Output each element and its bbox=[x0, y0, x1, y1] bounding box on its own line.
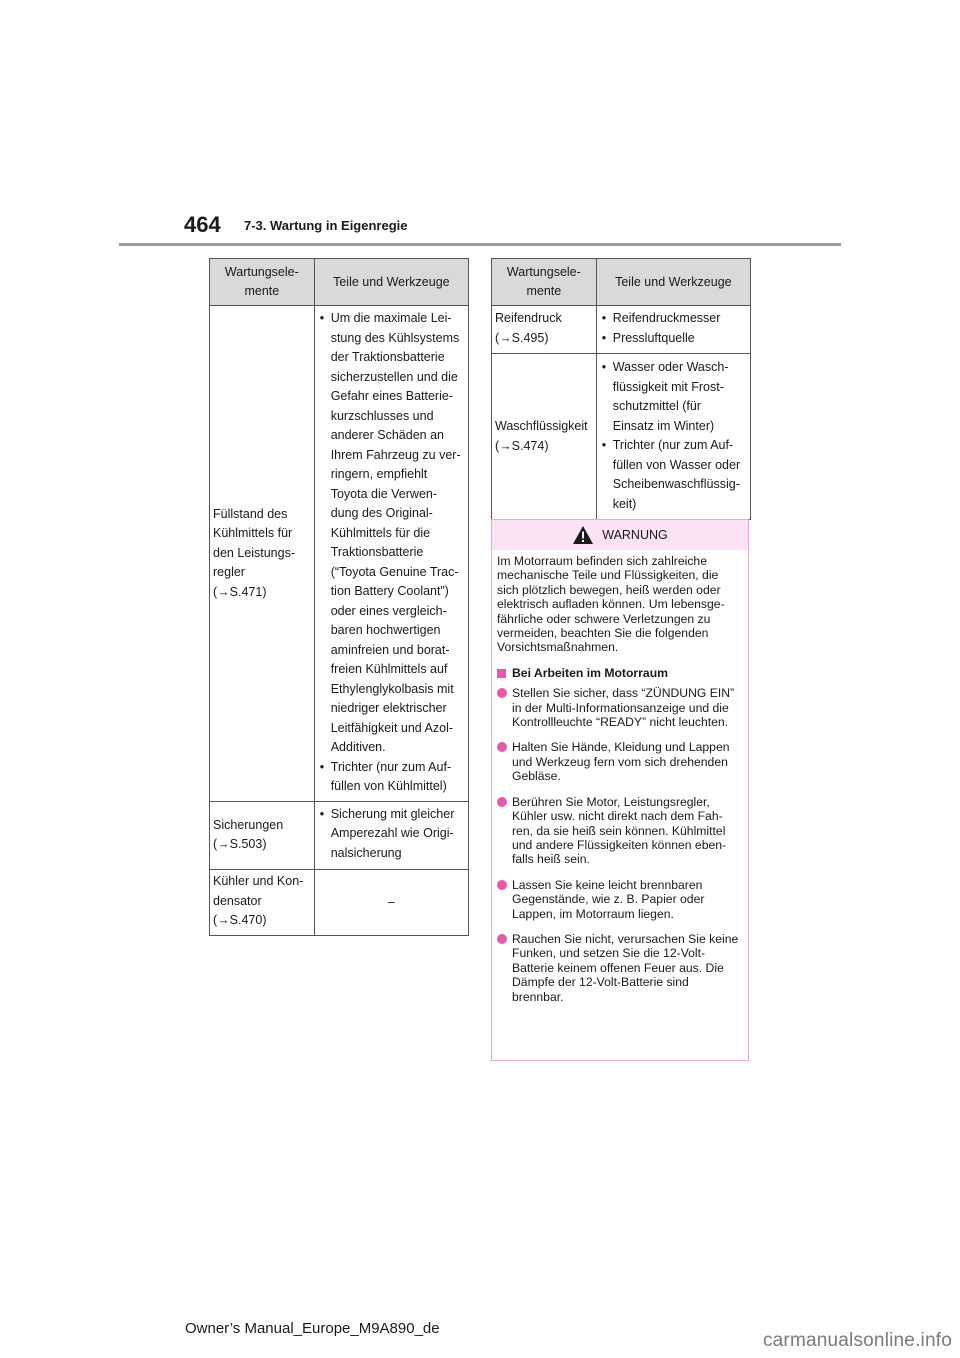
warning-item bbox=[497, 686, 742, 729]
warning-header bbox=[492, 520, 748, 550]
tools-list bbox=[600, 358, 747, 514]
tools-cell bbox=[596, 306, 750, 354]
tools-list bbox=[318, 309, 465, 797]
element-cell: Kühler und Kon- densator (→S.470) bbox=[210, 870, 315, 936]
column-header-elements: Wartungsele- mente bbox=[210, 259, 315, 306]
page-number: 464 bbox=[184, 212, 221, 237]
circle-bullet-icon bbox=[497, 688, 507, 698]
warning-item-text: Rauchen Sie nicht, verursachen Sie keine Funken, und setzen Sie die 12-Volt-Batterie keinem offenen Feuer aus. Die Dämpfe der 12-Volt-Batterie sind brennbar. bbox=[512, 931, 739, 1004]
tools-list bbox=[318, 805, 465, 864]
warning-box bbox=[491, 519, 749, 1061]
table-row bbox=[210, 801, 469, 870]
list-item: • Trichter (nur zum Auf- füllen von Kühlmittel) bbox=[318, 758, 465, 797]
table-row bbox=[492, 306, 751, 354]
column-header-tools: Teile und Werkzeuge bbox=[596, 259, 750, 306]
tools-cell bbox=[596, 354, 750, 520]
warning-item-text: Stellen Sie sicher, dass “ZÜNDUNG EIN” in der Multi-Informationsanzeige und die Kontrollleuchte “READY” nicht leuchten. bbox=[512, 686, 735, 730]
warning-item bbox=[497, 932, 742, 1004]
warning-intro: Im Motorraum befinden sich zahlreiche mechanische Teile und Flüssigkeiten, die sich plötzlich bewegen, heiß werden oder elektrisch aufladen können. Um lebensge-fährliche oder schwere Verletzungen zu vermeiden, beachten Sie die folgenden Vorsichtsmaßnahmen. bbox=[497, 554, 725, 655]
tools-cell bbox=[314, 801, 468, 870]
element-cell: Waschflüssigkeit (→S.474) bbox=[492, 354, 597, 520]
column-header-elements: Wartungsele- mente bbox=[492, 259, 597, 306]
circle-bullet-icon bbox=[497, 880, 507, 890]
warning-subheading bbox=[497, 666, 742, 680]
warning-item bbox=[497, 878, 742, 921]
tools-cell: – bbox=[314, 870, 468, 936]
warning-items bbox=[497, 686, 742, 1004]
warning-title: WARNUNG bbox=[602, 528, 668, 542]
square-bullet-icon bbox=[497, 669, 506, 678]
column-header-tools: Teile und Werkzeuge bbox=[314, 259, 468, 306]
element-cell: Reifendruck (→S.495) bbox=[492, 306, 597, 354]
warning-triangle-icon bbox=[572, 525, 594, 545]
list-item: • Trichter (nur zum Auf- füllen von Wasser oder Scheibenwaschflüssig- keit) bbox=[600, 436, 747, 514]
table-row bbox=[210, 306, 469, 802]
maintenance-table-left bbox=[209, 258, 469, 936]
circle-bullet-icon bbox=[497, 742, 507, 752]
element-cell: Füllstand des Kühlmittels für den Leistungs- regler (→S.471) bbox=[210, 306, 315, 802]
maintenance-table-right bbox=[491, 258, 751, 520]
tools-cell bbox=[314, 306, 468, 802]
table-row bbox=[210, 870, 469, 936]
section-title: 7-3. Wartung in Eigenregie bbox=[244, 218, 408, 233]
circle-bullet-icon bbox=[497, 934, 507, 944]
warning-item-text: Lassen Sie keine leicht brennbaren Gegenstände, wie z. B. Papier oder Lappen, im Motorraum liegen. bbox=[512, 877, 705, 921]
warning-item bbox=[497, 740, 742, 783]
table-row bbox=[492, 354, 751, 520]
list-item: • Um die maximale Lei- stung des Kühlsystems der Traktionsbatterie sicherzustellen und die Gefahr eines Batterie- kurzschlusses und anderer Schäden an Ihrem Fahrzeug zu ver- ringern, empfiehlt Toyota die Verwen- dung des Original- Kühlmittels für die Traktionsbatterie (“Toyota Genuine Trac- tion Battery Coolant”) oder eines vergleich- baren hochwertigen aminfreien und borat- freien Kühlmittels auf Ethylenglykolbasis mit niedriger elektrischer Leitfähigkeit und Azol- Additiven. bbox=[318, 309, 465, 758]
warning-item-text: Halten Sie Hände, Kleidung und Lappen und Werkzeug fern vom sich drehenden Gebläse. bbox=[512, 740, 730, 784]
manual-id: Owner’s Manual_Europe_M9A890_de bbox=[185, 1320, 440, 1337]
header-divider bbox=[119, 243, 841, 246]
list-item: • Reifendruckmesser bbox=[600, 309, 747, 329]
list-item: • Wasser oder Wasch- flüssigkeit mit Frost- schutzmittel (für Einsatz im Winter) bbox=[600, 358, 747, 436]
warning-item bbox=[497, 795, 742, 867]
tools-list bbox=[600, 309, 747, 348]
watermark: carmanualsonline.info bbox=[762, 1330, 952, 1351]
circle-bullet-icon bbox=[497, 797, 507, 807]
warning-item-text: Berühren Sie Motor, Leistungsregler, Kühler usw. nicht direkt nach dem Fah-ren, da sie heiß sein können. Kühlmittel und andere Flüssigkeiten können eben-falls heiß sein. bbox=[512, 794, 727, 867]
element-cell: Sicherungen (→S.503) bbox=[210, 801, 315, 870]
list-item: • Sicherung mit gleicher Amperezahl wie Origi- nalsicherung bbox=[318, 805, 465, 864]
warning-subheading-text: Bei Arbeiten im Motorraum bbox=[512, 665, 668, 680]
list-item: • Pressluftquelle bbox=[600, 329, 747, 349]
